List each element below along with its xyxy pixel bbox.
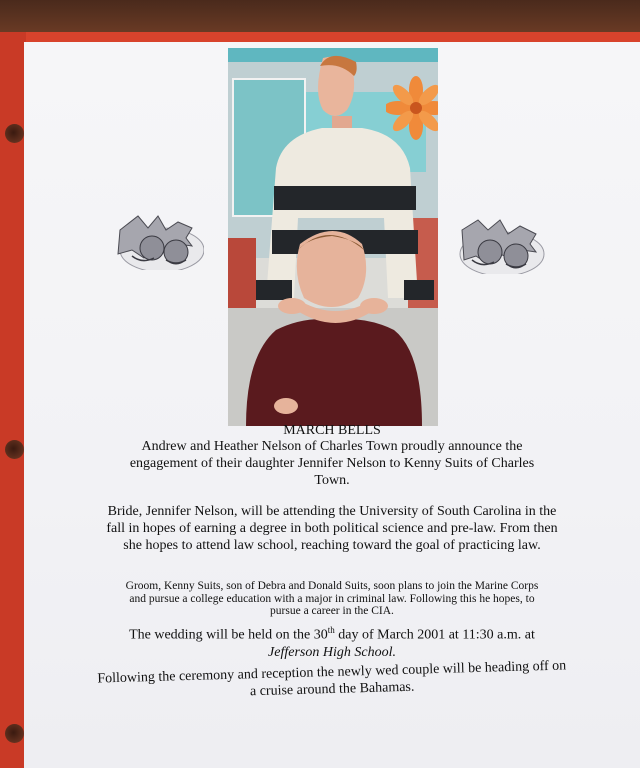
ordinal-suffix: th (327, 625, 335, 635)
venue-name: Jefferson High School. (268, 644, 396, 660)
couple-figures (228, 48, 438, 426)
wooden-desk-edge (0, 0, 640, 34)
gargoyle-icon (114, 210, 204, 270)
binder-hole (5, 124, 24, 143)
binder-hole (5, 724, 24, 743)
wedding-date-text: The wedding will be held on the 30 (129, 627, 328, 643)
wedding-date-paragraph (24, 622, 640, 661)
engagement-photo (228, 48, 438, 426)
bride-paragraph: Bride, Jennifer Nelson, will be attending the University of South Carolina in the fall in hopes of earning a degree in both political science and pre-law. From then she hopes to attend law school, reaching toward the goal of practicing law. (106, 504, 558, 553)
gargoyle-icon (458, 214, 548, 274)
honeymoon-paragraph: Following the ceremony and reception the newly wed couple will be heading off on a cruise around the Bahamas. (97, 658, 567, 700)
groom-paragraph: Groom, Kenny Suits, son of Debra and Donald Suits, soon plans to join the Marine Corps and pursue a college education with a major in criminal law. Following this he hopes, to pursue a career in the CIA. (125, 580, 539, 617)
wedding-date-text: day of March 2001 at 11:30 a.m. at (334, 627, 535, 643)
binder-hole (5, 440, 24, 459)
announcement-title: MARCH BELLS (283, 423, 381, 438)
announcement-paragraph: Andrew and Heather Nelson of Charles Town proudly announce the engagement of their daughter Jennifer Nelson to Kenny Suits of Charles Town. (129, 439, 535, 488)
